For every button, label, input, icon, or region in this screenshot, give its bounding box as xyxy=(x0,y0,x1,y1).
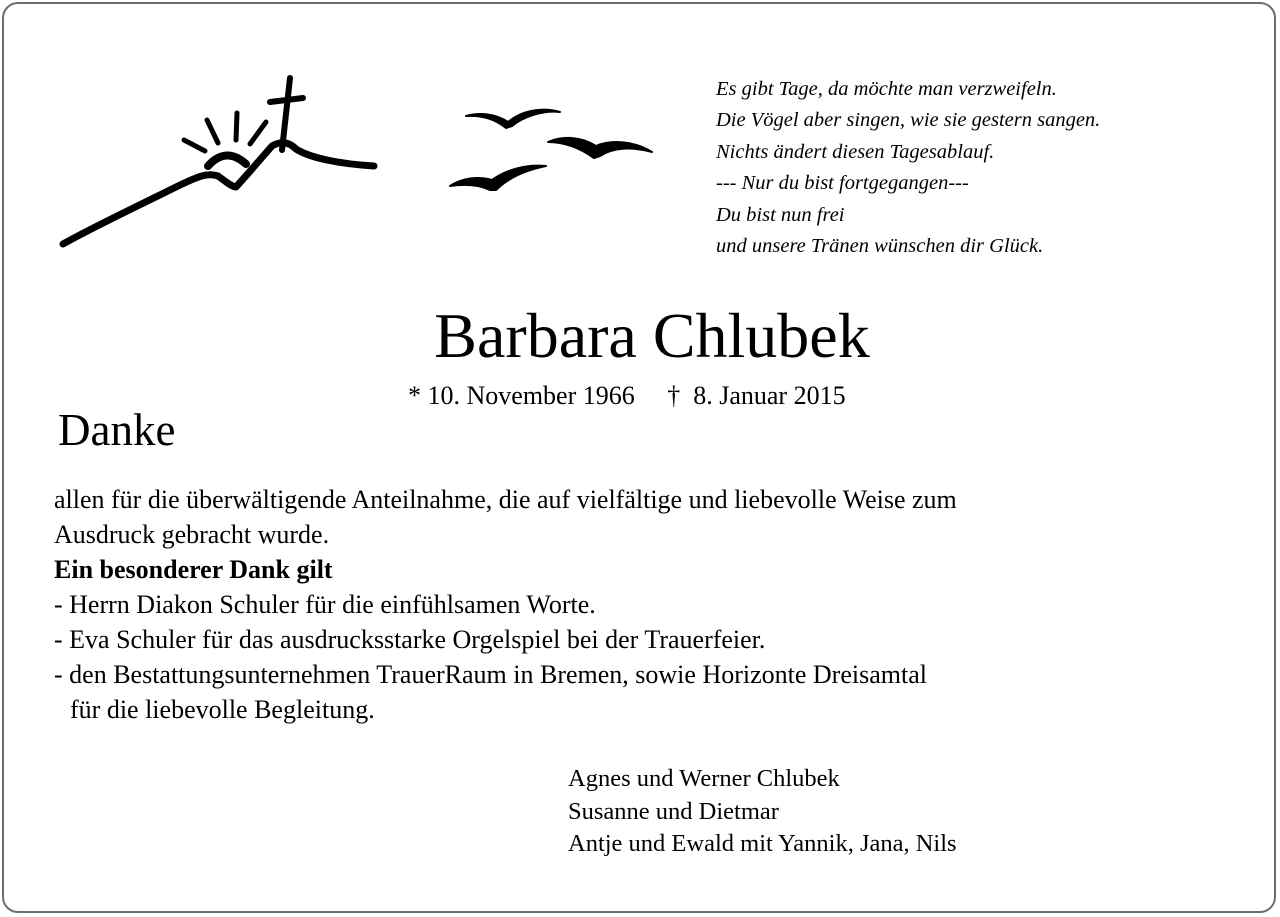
body-line: allen für die überwältigende Anteilnahme, die auf vielfältige und liebevolle Weise zum xyxy=(54,485,957,514)
signer-line: Agnes und Werner Chlubek xyxy=(568,765,840,792)
deceased-name: Barbara Chlubek xyxy=(434,300,870,371)
cross-icon xyxy=(270,78,303,150)
deceased-name-block xyxy=(0,298,1280,374)
thanks-item-continuation: für die liebevolle Begleitung. xyxy=(70,695,375,724)
birds-icon xyxy=(450,110,652,190)
sun-icon xyxy=(184,113,266,166)
poem-line: und unsere Tränen wünschen dir Glück. xyxy=(716,235,1044,258)
thanks-item: - Herrn Diakon Schuler für die einfühlsamen Worte. xyxy=(54,590,596,619)
poem-line: Du bist nun frei xyxy=(716,203,845,226)
signers xyxy=(568,763,957,861)
body-line: Ausdruck gebracht wurde. xyxy=(54,520,330,549)
signer-line: Antje und Ewald mit Yannik, Jana, Nils xyxy=(568,830,957,857)
poem-line: Es gibt Tage, da möchte man verzweifeln. xyxy=(716,78,1057,100)
thanks-item: - Eva Schuler für das ausdrucksstarke Orgelspiel bei der Trauerfeier. xyxy=(54,625,766,654)
poem-line: Die Vögel aber singen, wie sie gestern sangen. xyxy=(716,109,1101,132)
poem-line: Nichts ändert diesen Tagesablauf. xyxy=(716,140,995,163)
special-thanks-heading: Ein besonderer Dank gilt xyxy=(54,555,333,584)
thanks-item: - den Bestattungsunternehmen TrauerRaum in Bremen, sowie Horizonte Dreisamtal xyxy=(54,660,927,689)
poem-line: --- Nur du bist fortgegangen--- xyxy=(716,172,969,195)
thanks-text xyxy=(54,482,957,727)
thanks-heading: Danke xyxy=(58,405,176,455)
signer-line: Susanne und Dietmar xyxy=(568,797,779,825)
mountain-sun-cross-birds-icon xyxy=(0,0,680,260)
poem xyxy=(716,74,1100,262)
life-dates: * 10. November 1966 † 8. Januar 2015 xyxy=(408,381,846,410)
